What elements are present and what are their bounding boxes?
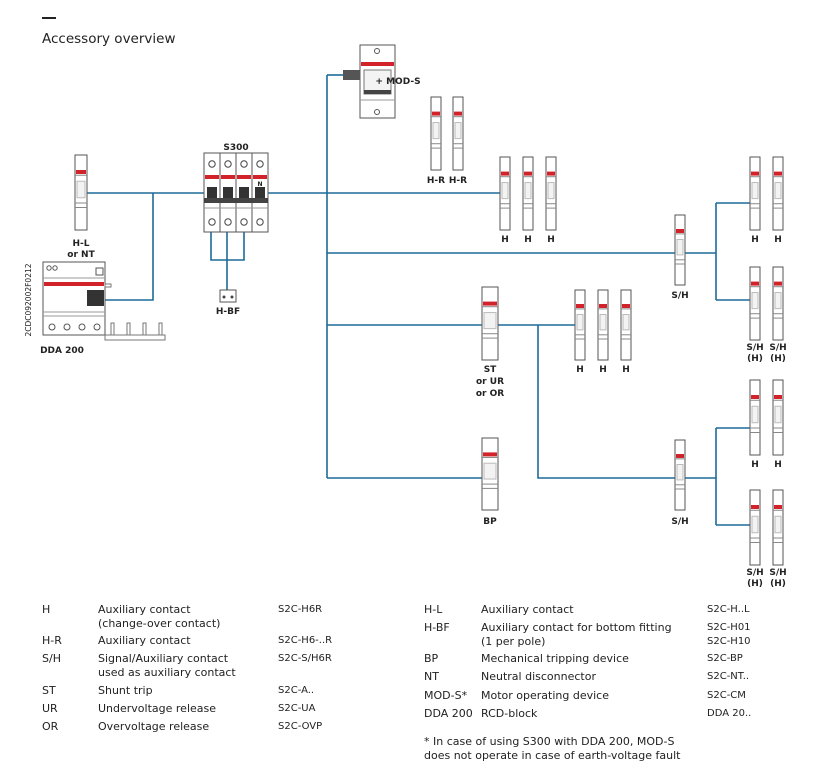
label-hl-or-nt: or NT [67,250,95,260]
page-title: Accessory overview [42,31,176,47]
h-module [500,157,510,230]
legend-desc: Motor operating device [481,689,609,702]
h-module [773,157,783,230]
hbf-contact [220,290,236,302]
label-h: H [576,365,584,375]
legend-code: S2C-UA [278,703,316,714]
s300-breaker [204,153,268,232]
label-dda200: DDA 200 [40,346,84,356]
legend-desc: Shunt trip [98,684,153,697]
label-hl: H-L [72,239,90,249]
legend-code: S2C-A.. [278,685,315,696]
legend-desc: RCD-block [481,707,538,720]
label-sh-h-sub: (H) [747,354,763,364]
hr-module [431,97,441,170]
legend-code: DDA 20.. [707,708,752,719]
label-h: H [524,235,532,245]
legend-abbr: H-BF [424,621,450,634]
h-module [773,380,783,455]
legend-code: S2C-H6-..R [278,635,333,646]
legend-abbr: ST [42,684,56,697]
sh-h-module [750,490,760,565]
legend-desc: Mechanical tripping device [481,652,629,665]
legend-code: S2C-BP [707,653,743,664]
label-ur: or UR [476,377,504,387]
legend-desc: Signal/Auxiliary contact used as auxiliary contact [98,652,236,679]
wiring [87,75,750,525]
h-module [598,290,608,360]
legend-desc: Auxiliary contact for bottom fitting (1 per pole) [481,621,672,648]
legend-abbr: BP [424,652,439,665]
legend-abbr: H-L [424,603,443,616]
legend-desc: Auxiliary contact [98,634,191,647]
label-sh: S/H [671,291,689,301]
h-module [546,157,556,230]
label-st: ST [483,365,497,375]
legend-abbr: NT [424,670,439,683]
label-h: H [547,235,555,245]
wire [105,193,153,300]
legend-abbr: H [42,603,51,616]
label-h: H [622,365,630,375]
label-mods: + MOD-S [375,77,421,87]
devices [43,45,783,565]
label-sh-h: S/H [769,343,787,353]
label-h: H [751,235,759,245]
sh-h-module [773,490,783,565]
sh-h-module [750,267,760,340]
bp-module [482,438,498,510]
label-h: H [774,235,782,245]
label-h: H [774,460,782,470]
hl-module [75,155,87,230]
label-sh: S/H [671,517,689,527]
legend-abbr: DDA 200 [424,707,473,720]
h-module [575,290,585,360]
legend-desc: Neutral disconnector [481,670,596,683]
st-module [482,287,498,360]
label-h: H [501,235,509,245]
label-hr: H-R [448,176,468,186]
label-s300-neutral: N [257,181,263,188]
document-code: 2CDC092002F0212 [24,263,33,337]
legend-code: S2C-H..L [707,604,750,615]
label-s300: S300 [223,143,249,153]
legend-code: S2C-OVP [278,721,323,732]
legend-code: S2C-NT.. [707,671,750,682]
legend-abbr: H-R [42,634,62,647]
legend-abbr: OR [42,720,59,733]
legend-abbr: MOD-S* [424,689,468,702]
label-h: H [599,365,607,375]
h-module [750,380,760,455]
label-hr: H-R [426,176,446,186]
legend-desc: Auxiliary contact (change-over contact) [98,603,221,630]
sh-module [675,440,685,510]
legend-code: S2C-S/H6R [278,653,332,664]
legend-code: S2C-H01 S2C-H10 [707,622,751,647]
legend-code: S2C-H6R [278,604,323,615]
dda200-block [43,262,165,340]
sh-h-module [773,267,783,340]
label-hbf: H-BF [215,307,241,317]
legend-desc: Undervoltage release [98,702,217,715]
label-or: or OR [475,389,505,399]
label-h: H [751,460,759,470]
h-module [523,157,533,230]
label-sh-h: S/H [769,568,787,578]
label-sh-h: S/H [746,343,764,353]
h-module [750,157,760,230]
labels [24,77,787,589]
legend-abbr: S/H [42,652,61,665]
label-sh-h-sub: (H) [770,354,786,364]
label-sh-h: S/H [746,568,764,578]
hr-module [453,97,463,170]
footnote: * In case of using S300 with DDA 200, MOD-S does not operate in case of earth-voltage fault [424,735,681,762]
label-sh-h-sub: (H) [747,579,763,589]
sh-module [675,215,685,285]
legend-desc: Auxiliary contact [481,603,574,616]
legend-abbr: UR [42,702,58,715]
legend-desc: Overvoltage release [98,720,210,733]
label-bp: BP [483,517,497,527]
h-module [621,290,631,360]
label-sh-h-sub: (H) [770,579,786,589]
legend-code: S2C-CM [707,690,746,701]
